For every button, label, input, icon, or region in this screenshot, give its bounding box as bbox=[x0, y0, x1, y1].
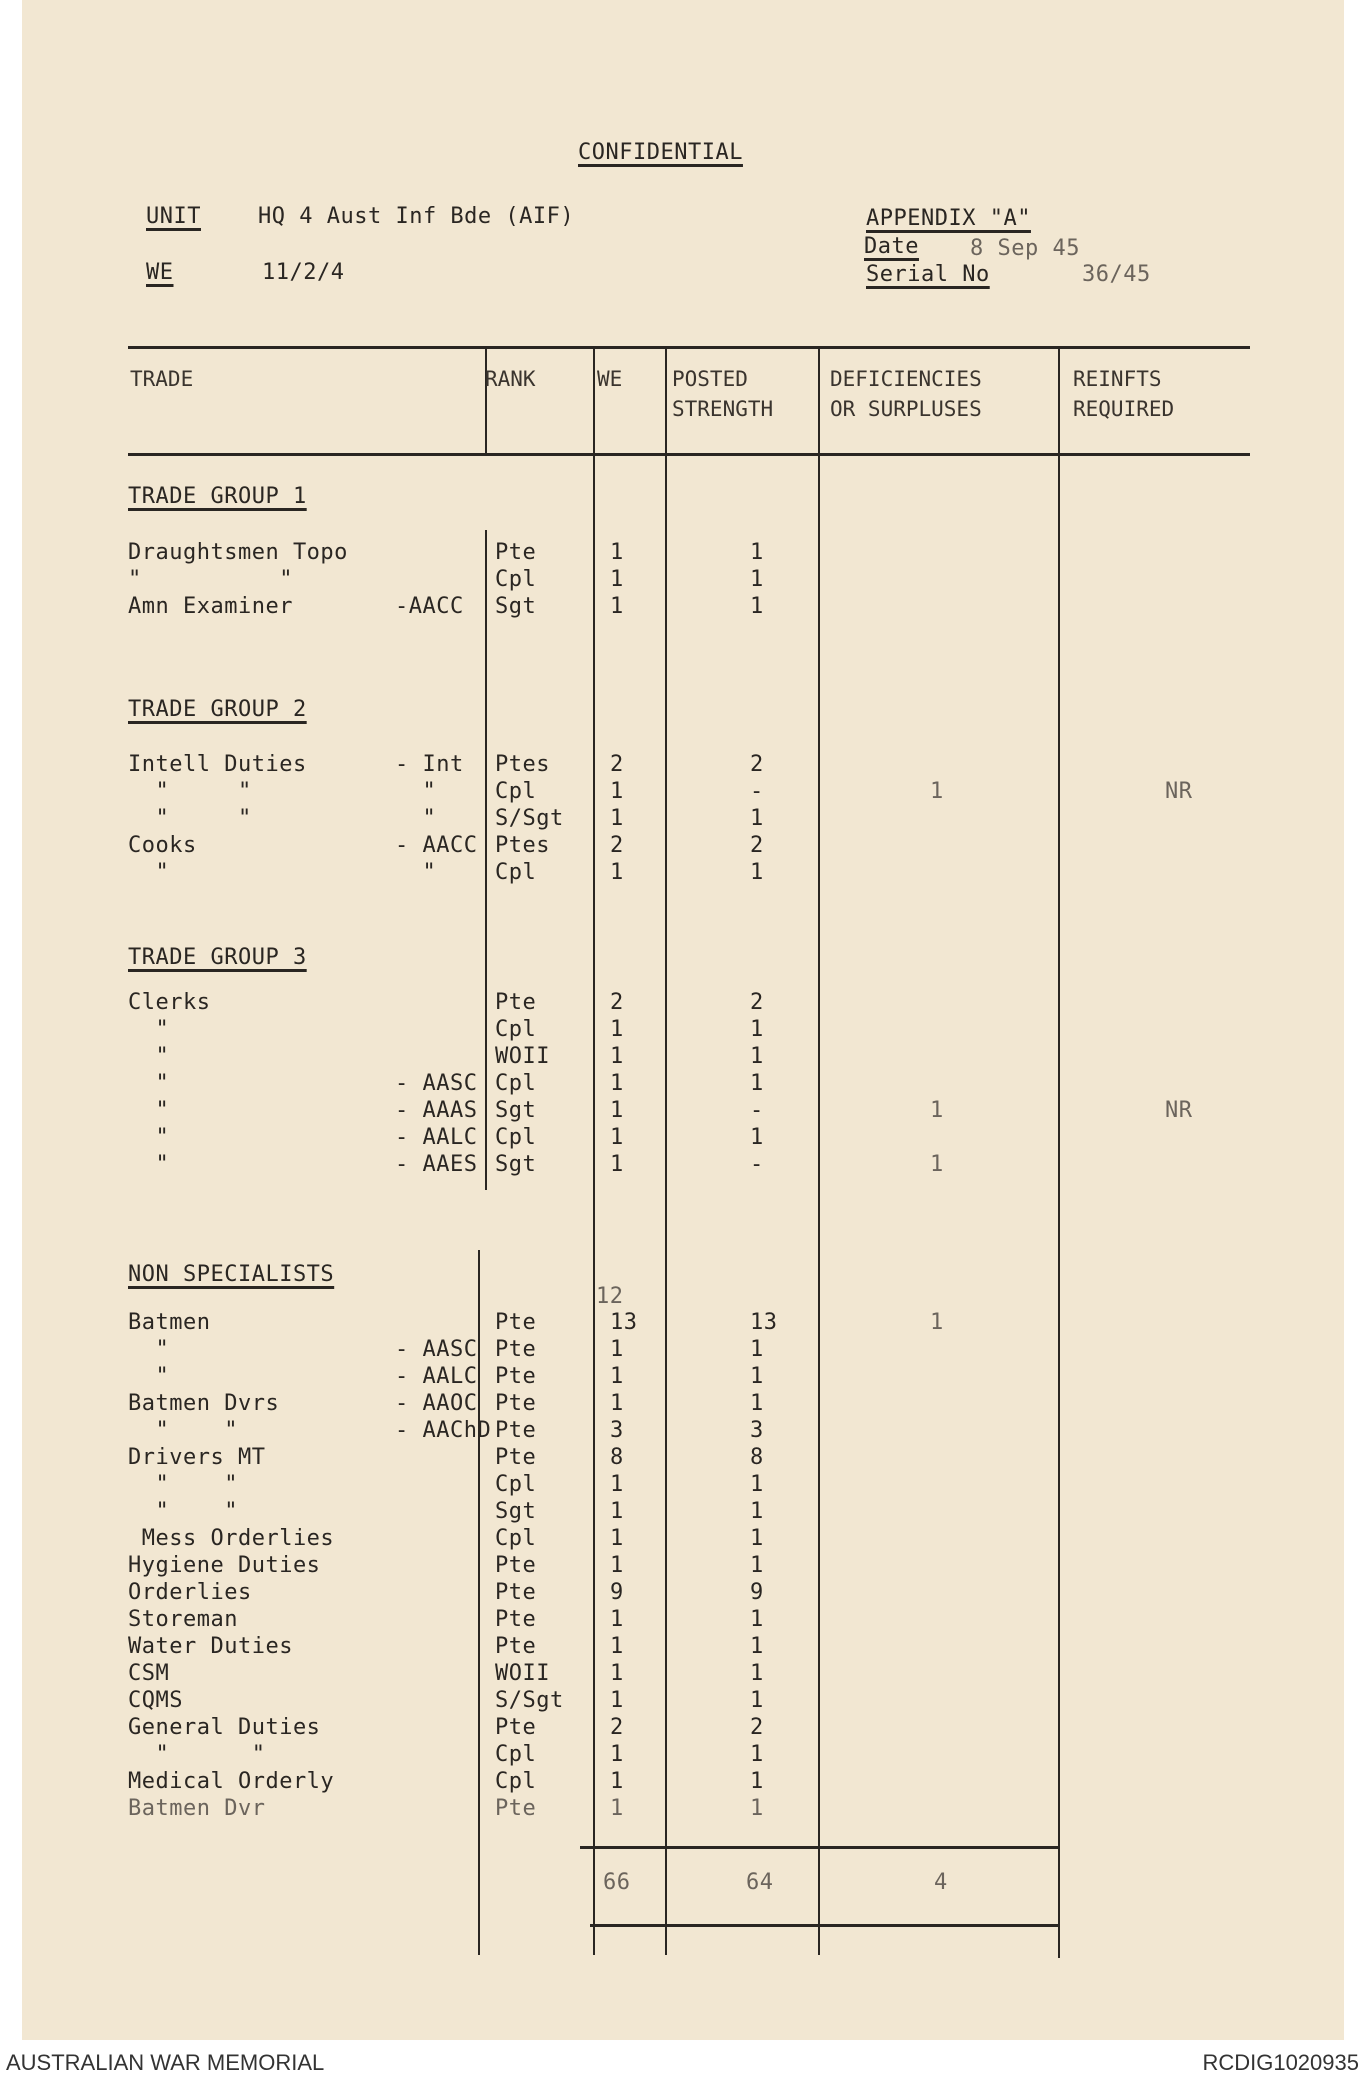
posted-cell: 1 bbox=[750, 1391, 764, 1416]
we-cell: 1 bbox=[610, 1553, 624, 1578]
we-cell: 8 bbox=[610, 1445, 624, 1470]
table-row bbox=[0, 1661, 1367, 1688]
we-cell: 3 bbox=[610, 1418, 624, 1443]
table-row bbox=[0, 1472, 1367, 1499]
trade-cell: " " bbox=[128, 806, 252, 831]
date-label: Date bbox=[864, 234, 919, 259]
we-cell: 1 bbox=[610, 1125, 624, 1150]
we-cell: 9 bbox=[610, 1580, 624, 1605]
table-row bbox=[0, 1418, 1367, 1445]
trade-cell: " bbox=[128, 1152, 170, 1177]
rank-cell: Cpl bbox=[495, 779, 537, 804]
col-posted-line1: POSTED bbox=[672, 367, 748, 391]
we-cell: 1 bbox=[610, 1499, 624, 1524]
rank-cell: Pte bbox=[495, 1337, 537, 1362]
rank-cell: Sgt bbox=[495, 1499, 537, 1524]
trade-cell: Batmen Dvrs bbox=[128, 1391, 280, 1416]
trade-cell: " " bbox=[128, 567, 293, 592]
we-cell: 1 bbox=[610, 1688, 624, 1713]
we-cell: 1 bbox=[610, 1098, 624, 1123]
table-row bbox=[0, 1580, 1367, 1607]
trade-cell: Batmen Dvr bbox=[128, 1796, 266, 1821]
rank-cell: Cpl bbox=[495, 567, 537, 592]
we-label: WE bbox=[146, 260, 174, 285]
table-row bbox=[0, 1796, 1367, 1823]
col-reinf-line1: REINFTS bbox=[1073, 367, 1162, 391]
rank-cell: Cpl bbox=[495, 1125, 537, 1150]
rank-cell: Sgt bbox=[495, 1152, 537, 1177]
deficiency-cell: 1 bbox=[930, 1098, 944, 1123]
serial-label: Serial No bbox=[866, 262, 990, 287]
posted-cell: 1 bbox=[750, 1017, 764, 1042]
reinfts-cell: NR bbox=[1165, 779, 1193, 804]
rank-cell: Pte bbox=[495, 1796, 537, 1821]
rank-cell: Cpl bbox=[495, 860, 537, 885]
we-cell: 13 bbox=[610, 1310, 638, 1335]
posted-cell: - bbox=[750, 1152, 764, 1177]
rank-cell: Pte bbox=[495, 990, 537, 1015]
we-cell: 1 bbox=[610, 1607, 624, 1632]
section-heading: TRADE GROUP 1 bbox=[128, 484, 307, 509]
trade-cell: Mess Orderlies bbox=[128, 1526, 335, 1551]
table-row bbox=[0, 1310, 1367, 1337]
rank-cell: Pte bbox=[495, 1418, 537, 1443]
col-def-line1: DEFICIENCIES bbox=[830, 367, 982, 391]
trade-cell: Orderlies bbox=[128, 1580, 252, 1605]
trade-cell: Hygiene Duties bbox=[128, 1553, 321, 1578]
col-we: WE bbox=[597, 367, 623, 391]
rank-cell: Sgt bbox=[495, 594, 537, 619]
posted-cell: 9 bbox=[750, 1580, 764, 1605]
table-row bbox=[0, 1526, 1367, 1553]
posted-cell: - bbox=[750, 1098, 764, 1123]
trade-cell: Draughtsmen Topo bbox=[128, 540, 348, 565]
corps-cell: -AACC bbox=[395, 594, 464, 619]
rank-cell: Pte bbox=[495, 540, 537, 565]
we-cell: 1 bbox=[610, 594, 624, 619]
posted-cell: 1 bbox=[750, 1364, 764, 1389]
we-cell: 1 bbox=[610, 779, 624, 804]
corps-cell: - Int bbox=[395, 752, 464, 777]
table-row bbox=[0, 1071, 1367, 1098]
rank-cell: Cpl bbox=[495, 1017, 537, 1042]
trade-cell: " bbox=[128, 860, 170, 885]
rank-cell: Sgt bbox=[495, 1098, 537, 1123]
col-posted-line2: STRENGTH bbox=[672, 397, 774, 421]
trade-cell: Clerks bbox=[128, 990, 211, 1015]
total-we: 66 bbox=[603, 1870, 631, 1895]
table-row bbox=[0, 567, 1367, 594]
deficiency-cell: 1 bbox=[930, 1152, 944, 1177]
posted-cell: 8 bbox=[750, 1445, 764, 1470]
trade-cell: " " bbox=[128, 1472, 238, 1497]
rank-cell: Cpl bbox=[495, 1526, 537, 1551]
col-rank: RANK bbox=[485, 367, 536, 391]
footer-source: AUSTRALIAN WAR MEMORIAL bbox=[6, 2050, 325, 2075]
we-cell: 1 bbox=[610, 1337, 624, 1362]
table-row bbox=[0, 1017, 1367, 1044]
table-row bbox=[0, 1499, 1367, 1526]
trade-cell: Cooks bbox=[128, 833, 197, 858]
we-correction: 12 bbox=[596, 1284, 624, 1309]
trade-cell: General Duties bbox=[128, 1715, 321, 1740]
col-deficiencies bbox=[830, 364, 982, 424]
unit-label: UNIT bbox=[146, 204, 201, 229]
posted-cell: 3 bbox=[750, 1418, 764, 1443]
posted-cell: 1 bbox=[750, 1796, 764, 1821]
date-value: 8 Sep 45 bbox=[970, 236, 1080, 261]
totals-bottom-rule bbox=[590, 1924, 1060, 1927]
table-row bbox=[0, 1364, 1367, 1391]
trade-cell: " bbox=[128, 1364, 170, 1389]
table-row bbox=[0, 1634, 1367, 1661]
rank-cell: Pte bbox=[495, 1553, 537, 1578]
table-row bbox=[0, 1152, 1367, 1179]
trade-cell: Intell Duties bbox=[128, 752, 307, 777]
totals-top-rule bbox=[580, 1846, 1060, 1849]
trade-cell: Medical Orderly bbox=[128, 1769, 335, 1794]
table-row bbox=[0, 594, 1367, 621]
table-row bbox=[0, 1769, 1367, 1796]
rank-cell: Cpl bbox=[495, 1742, 537, 1767]
total-deficiencies: 4 bbox=[934, 1870, 948, 1895]
trade-cell: " " bbox=[128, 1742, 266, 1767]
posted-cell: 1 bbox=[750, 1071, 764, 1096]
trade-cell: Amn Examiner bbox=[128, 594, 293, 619]
we-cell: 1 bbox=[610, 1526, 624, 1551]
rank-cell: Pte bbox=[495, 1634, 537, 1659]
table-row bbox=[0, 540, 1367, 567]
rank-cell: Pte bbox=[495, 1580, 537, 1605]
table-row bbox=[0, 1098, 1367, 1125]
rank-cell: Ptes bbox=[495, 752, 550, 777]
posted-cell: 1 bbox=[750, 1634, 764, 1659]
rank-cell: Cpl bbox=[495, 1071, 537, 1096]
table-row bbox=[0, 1445, 1367, 1472]
trade-cell: Water Duties bbox=[128, 1634, 293, 1659]
posted-cell: 1 bbox=[750, 1337, 764, 1362]
footer-id: RCDIG1020935 bbox=[1202, 2050, 1359, 2075]
unit-value: HQ 4 Aust Inf Bde (AIF) bbox=[258, 204, 575, 229]
col-reinf-line2: REQUIRED bbox=[1073, 397, 1175, 421]
table-row bbox=[0, 1044, 1367, 1071]
posted-cell: - bbox=[750, 779, 764, 804]
corps-cell: - AAES bbox=[395, 1152, 478, 1177]
we-cell: 1 bbox=[610, 1152, 624, 1177]
col-def-line2: OR SURPLUSES bbox=[830, 397, 982, 421]
rank-cell: Pte bbox=[495, 1310, 537, 1335]
section-heading: TRADE GROUP 3 bbox=[128, 945, 307, 970]
col-trade: TRADE bbox=[130, 367, 194, 391]
table-row bbox=[0, 779, 1367, 806]
rank-cell: Pte bbox=[495, 1715, 537, 1740]
we-cell: 2 bbox=[610, 752, 624, 777]
trade-cell: " " bbox=[128, 779, 252, 804]
posted-cell: 1 bbox=[750, 594, 764, 619]
corps-cell: - AALC bbox=[395, 1125, 478, 1150]
we-cell: 1 bbox=[610, 1796, 624, 1821]
rank-cell: Ptes bbox=[495, 833, 550, 858]
rank-cell: Pte bbox=[495, 1445, 537, 1470]
posted-cell: 1 bbox=[750, 1607, 764, 1632]
rank-cell: Pte bbox=[495, 1364, 537, 1389]
rank-cell: S/Sgt bbox=[495, 1688, 564, 1713]
posted-cell: 1 bbox=[750, 1125, 764, 1150]
posted-cell: 1 bbox=[750, 567, 764, 592]
we-cell: 1 bbox=[610, 540, 624, 565]
trade-cell: " bbox=[128, 1044, 170, 1069]
table-row bbox=[0, 1553, 1367, 1580]
rank-cell: WOII bbox=[495, 1661, 550, 1686]
trade-cell: " bbox=[128, 1098, 170, 1123]
trade-cell: Drivers MT bbox=[128, 1445, 266, 1470]
table-row bbox=[0, 833, 1367, 860]
trade-cell: CSM bbox=[128, 1661, 170, 1686]
corps-cell: - AALC bbox=[395, 1364, 478, 1389]
we-cell: 1 bbox=[610, 567, 624, 592]
serial-value: 36/45 bbox=[1082, 262, 1151, 287]
we-cell: 1 bbox=[610, 1364, 624, 1389]
posted-cell: 13 bbox=[750, 1310, 778, 1335]
section-heading: TRADE GROUP 2 bbox=[128, 697, 307, 722]
we-cell: 1 bbox=[610, 1661, 624, 1686]
we-cell: 1 bbox=[610, 1044, 624, 1069]
table-row bbox=[0, 1337, 1367, 1364]
posted-cell: 1 bbox=[750, 1688, 764, 1713]
posted-cell: 1 bbox=[750, 1472, 764, 1497]
we-cell: 1 bbox=[610, 1769, 624, 1794]
table-row bbox=[0, 1607, 1367, 1634]
we-cell: 1 bbox=[610, 806, 624, 831]
posted-cell: 2 bbox=[750, 752, 764, 777]
trade-cell: " bbox=[128, 1017, 170, 1042]
we-cell: 2 bbox=[610, 1715, 624, 1740]
table-row bbox=[0, 1391, 1367, 1418]
trade-cell: " bbox=[128, 1337, 170, 1362]
trade-cell: " " bbox=[128, 1418, 238, 1443]
table-row bbox=[0, 1715, 1367, 1742]
posted-cell: 1 bbox=[750, 1044, 764, 1069]
appendix-label: APPENDIX "A" bbox=[866, 206, 1031, 231]
we-cell: 2 bbox=[610, 833, 624, 858]
posted-cell: 1 bbox=[750, 1661, 764, 1686]
table-top-rule bbox=[128, 346, 1250, 349]
corps-cell: - AACC bbox=[395, 833, 478, 858]
posted-cell: 1 bbox=[750, 1742, 764, 1767]
corps-cell: " bbox=[395, 806, 437, 831]
section-heading: NON SPECIALISTS bbox=[128, 1262, 335, 1287]
table-row bbox=[0, 806, 1367, 833]
posted-cell: 1 bbox=[750, 1553, 764, 1578]
rank-cell: S/Sgt bbox=[495, 806, 564, 831]
deficiency-cell: 1 bbox=[930, 1310, 944, 1335]
corps-cell: - AASC bbox=[395, 1071, 478, 1096]
we-cell: 1 bbox=[610, 1742, 624, 1767]
trade-cell: " " bbox=[128, 1499, 238, 1524]
we-value: 11/2/4 bbox=[262, 260, 345, 285]
posted-cell: 1 bbox=[750, 540, 764, 565]
table-row bbox=[0, 1742, 1367, 1769]
we-cell: 1 bbox=[610, 1634, 624, 1659]
table-row bbox=[0, 990, 1367, 1017]
we-cell: 1 bbox=[610, 1391, 624, 1416]
table-row bbox=[0, 752, 1367, 779]
posted-cell: 2 bbox=[750, 1715, 764, 1740]
posted-cell: 1 bbox=[750, 806, 764, 831]
document-title: CONFIDENTIAL bbox=[578, 140, 743, 165]
rank-cell: Cpl bbox=[495, 1769, 537, 1794]
trade-cell: CQMS bbox=[128, 1688, 183, 1713]
rank-cell: Cpl bbox=[495, 1472, 537, 1497]
deficiency-cell: 1 bbox=[930, 779, 944, 804]
posted-cell: 1 bbox=[750, 1499, 764, 1524]
we-cell: 1 bbox=[610, 860, 624, 885]
col-reinfts bbox=[1073, 364, 1174, 424]
we-cell: 1 bbox=[610, 1071, 624, 1096]
corps-cell: - AAOC bbox=[395, 1391, 478, 1416]
corps-cell: - AAAS bbox=[395, 1098, 478, 1123]
posted-cell: 2 bbox=[750, 990, 764, 1015]
col-posted bbox=[672, 364, 773, 424]
table-row bbox=[0, 1125, 1367, 1152]
table-header-rule bbox=[128, 453, 1250, 456]
trade-cell: " bbox=[128, 1125, 170, 1150]
we-cell: 1 bbox=[610, 1472, 624, 1497]
corps-cell: " bbox=[395, 860, 437, 885]
rank-cell: WOII bbox=[495, 1044, 550, 1069]
we-cell: 1 bbox=[610, 1017, 624, 1042]
corps-cell: - AAChD bbox=[395, 1418, 492, 1443]
corps-cell: " bbox=[395, 779, 437, 804]
trade-cell: Batmen bbox=[128, 1310, 211, 1335]
total-posted: 64 bbox=[746, 1870, 774, 1895]
posted-cell: 1 bbox=[750, 1526, 764, 1551]
table-row bbox=[0, 860, 1367, 887]
reinfts-cell: NR bbox=[1165, 1098, 1193, 1123]
rank-cell: Pte bbox=[495, 1391, 537, 1416]
table-row bbox=[0, 1688, 1367, 1715]
trade-cell: Storeman bbox=[128, 1607, 238, 1632]
corps-cell: - AASC bbox=[395, 1337, 478, 1362]
posted-cell: 1 bbox=[750, 1769, 764, 1794]
posted-cell: 2 bbox=[750, 833, 764, 858]
rank-cell: Pte bbox=[495, 1607, 537, 1632]
trade-cell: " bbox=[128, 1071, 170, 1096]
we-cell: 2 bbox=[610, 990, 624, 1015]
posted-cell: 1 bbox=[750, 860, 764, 885]
